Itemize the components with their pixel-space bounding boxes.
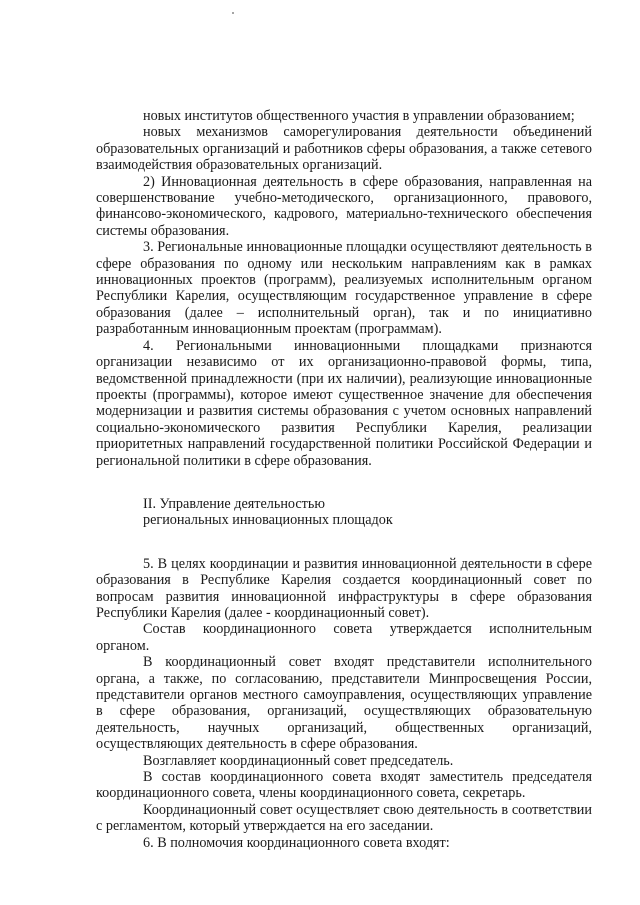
paragraph: 3. Региональные инновационные площадки осуществляют деятельность в сфере образования по одному или нескольким направлениям как в рамках инновационных проектов (программ), реализуемых исполнительным органом Республики Карелия, осуществляющим государственное управление в сфере образования (далее – исполнительный орган), так и по инициативно разработанным инновационным проектам (программам).: [96, 239, 592, 338]
paragraph: 5. В целях координации и развития инновационной деятельности в сфере образования в Республике Карелия создается координационный совет по вопросам развития инновационной инфраструктуры в сфере образования Республики Карелия (далее - координационный совет).: [96, 555, 592, 621]
scan-speck: [232, 12, 234, 14]
paragraph: новых институтов общественного участия в управлении образованием;: [143, 108, 575, 124]
paragraph: новых механизмов саморегулирования деятельности объединений образовательных организаций и работников сферы образования, а также сетевого взаимодействия образовательных организаций.: [96, 124, 592, 174]
section-heading-line2: региональных инновационных площадок: [143, 512, 393, 529]
document-body: [96, 108, 592, 851]
paragraph: Координационный совет осуществляет свою деятельность в соответствии с регламентом, который утверждается на его заседании.: [96, 801, 592, 835]
paragraph: Состав координационного совета утверждается исполнительным органом.: [96, 621, 592, 654]
section-heading-line1: II. Управление деятельностью: [143, 495, 325, 512]
paragraph: 6. В полномочия координационного совета входят:: [143, 834, 450, 851]
paragraph: Возглавляет координационный совет председатель.: [143, 752, 454, 769]
paragraph: В координационный совет входят представители исполнительного органа, а также, по согласованию, представители Минпросвещения России, представители органов местного самоуправления, осуществляющих управление в сфере образования, организаций, осуществляющих образовательную деятельность, научных организаций, общественных организаций, осуществляющих деятельность в сфере образования.: [96, 654, 592, 753]
paragraph: 2) Инновационная деятельность в сфере образования, направленная на совершенствование учебно-методического, организационного, правового, финансово-экономического, кадрового, материально-технического обеспечения системы образования.: [96, 173, 592, 239]
paragraph: 4. Региональными инновационными площадками признаются организации независимо от их организационно-правовой формы, типа, ведомственной принадлежности (при их наличии), реализующие инновационные проекты (программы), которое имеют существенное значение для обеспечения модернизации и развития системы образования с учетом основных направлений социально-экономического развития Республики Карелия, реализации приоритетных направлений государственной политики Российской Федерации и региональной политики в сфере образования.: [96, 337, 592, 469]
paragraph: В состав координационного совета входят заместитель председателя координационного совета, члены координационного совета, секретарь.: [96, 769, 592, 802]
